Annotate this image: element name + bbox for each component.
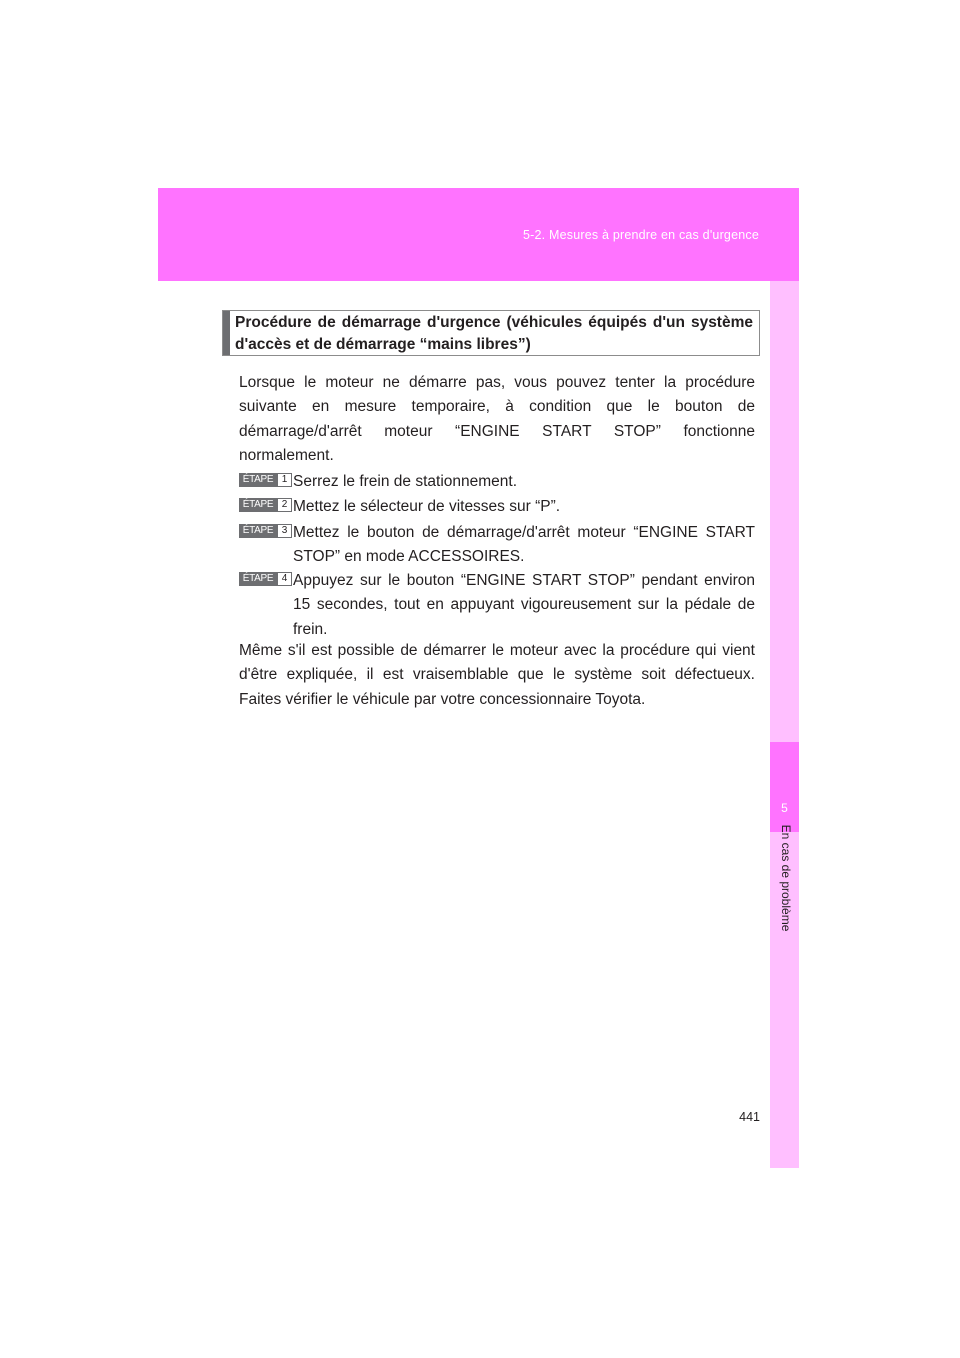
step-badge-label: ÉTAPE <box>239 498 277 512</box>
step-3 <box>239 521 755 570</box>
step-badge <box>239 473 292 487</box>
side-thumb-strip <box>770 281 799 1168</box>
step-badge-label: ÉTAPE <box>239 473 277 487</box>
closing-paragraph: Même s'il est possible de démarrer le moteur avec la procédure qui vient d'être expliquée, il est vraisemblable que le système soit défectueux. Faites vérifier le véhicule par votre concessionnaire Toyota. <box>239 642 755 708</box>
step-badge-number: 4 <box>277 572 292 586</box>
step-text: Serrez le frein de stationnement. <box>293 473 518 490</box>
step-badge-number: 1 <box>277 473 292 487</box>
section-heading-bar <box>223 311 230 355</box>
step-1 <box>239 470 755 494</box>
step-text: Appuyez sur le bouton “ENGINE START STOP” pendant environ 15 secondes, tout en appuyant vigoureusement sur la pédale de frein. <box>293 572 755 638</box>
step-text: Mettez le sélecteur de vitesses sur “P”. <box>293 498 561 515</box>
step-badge <box>239 572 292 586</box>
chapter-header-band <box>158 188 799 281</box>
section-header-title: 5-2. Mesures à prendre en cas d'urgence <box>522 228 759 242</box>
intro-paragraph: Lorsque le moteur ne démarre pas, vous pouvez tenter la procédure suivante en mesure temporaire, à condition que le bouton de démarrage/d'arrêt moteur “ENGINE START STOP” fonctionne normalement. <box>239 374 755 464</box>
step-badge-label: ÉTAPE <box>239 524 277 538</box>
chapter-tab <box>770 742 799 832</box>
page-number: 441 <box>739 1110 760 1124</box>
section-title: Procédure de démarrage d'urgence (véhicules équipés d'un système d'accès et de démarrage “mains libres”) <box>235 314 753 353</box>
chapter-number: 5 <box>781 801 788 815</box>
step-4 <box>239 569 755 642</box>
step-badge-number: 2 <box>277 498 292 512</box>
chapter-title-vertical: En cas de problème <box>779 824 793 932</box>
step-badge-label: ÉTAPE <box>239 572 277 586</box>
step-text: Mettez le bouton de démarrage/d'arrêt moteur “ENGINE START STOP” en mode ACCESSOIRES. <box>293 524 755 566</box>
step-badge <box>239 498 292 512</box>
step-badge <box>239 524 292 538</box>
section-heading-box <box>222 310 760 356</box>
step-2 <box>239 495 755 519</box>
step-badge-number: 3 <box>277 524 292 538</box>
